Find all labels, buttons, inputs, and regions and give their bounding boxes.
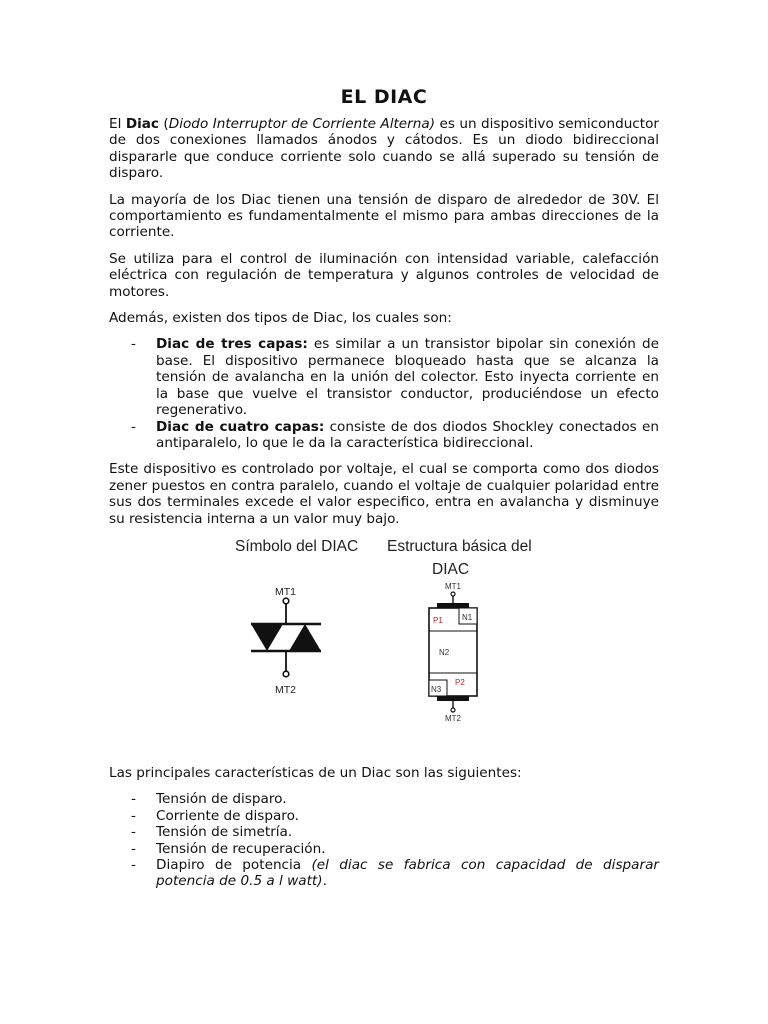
- n3-label: N3: [431, 684, 442, 694]
- structure-caption-diac: DIAC: [432, 560, 470, 578]
- triangle-down-icon: [251, 624, 283, 651]
- terminal-dot: [451, 708, 455, 712]
- list-item: - Tensión de recuperación.: [109, 841, 659, 857]
- n1-label: N1: [462, 612, 473, 622]
- uses-paragraph: Se utiliza para el control de iluminación con intensidad variable, calefacción eléctrica con regulación de temperatura y algunos controles de velocidad de motores.: [109, 250, 659, 300]
- diac-expansion: Diodo Interruptor de Corriente Alterna): [168, 116, 436, 132]
- characteristics-list: [109, 791, 659, 889]
- list-item: [109, 419, 659, 452]
- page-title: EL DIAC: [340, 86, 428, 108]
- structure-mt1-label: MT1: [445, 581, 461, 591]
- list-item: - Tensión de simetría.: [109, 824, 659, 840]
- symbol-mt2-label: MT2: [275, 683, 296, 696]
- diac-figure-image: [233, 537, 543, 757]
- document-body: [109, 86, 659, 900]
- type-term: Diac de tres capas:: [156, 336, 308, 353]
- diac-symbol: [251, 586, 321, 696]
- characteristics-intro: Las principales características de un Diac son las siguientes:: [109, 764, 522, 781]
- diac-structure: [429, 582, 477, 723]
- intro-text: es un dispositivo semiconductor de dos conexiones llamados ánodos y cátodos. Es un diodo bidireccional dispararle que conduce corriente solo cuando se allá superado su tensión de disparo.: [109, 116, 660, 182]
- item-note: (el diac se fabrica con capacidad de disparar potencia de 0.5 a l watt): [156, 856, 659, 890]
- list-item: [109, 857, 659, 890]
- symbol-caption: Símbolo del DIAC: [235, 537, 359, 555]
- type-description: es similar a un transistor bipolar sin conexión de base. El dispositivo permanece bloqueado hasta que se alcanza la tensión de avalancha en la unión del colector. Esto inyecta corriente en la base que vuelve el transistor conductor, produciéndose un efecto regenerativo.: [156, 336, 659, 419]
- list-item: [109, 336, 659, 418]
- intro-text: (: [159, 116, 169, 132]
- p2-label: P2: [455, 677, 465, 687]
- terminal-dot: [451, 592, 455, 596]
- diac-types-list: [109, 336, 659, 451]
- diac-diagram: [233, 537, 543, 757]
- type-term: Diac de cuatro capas:: [156, 418, 325, 435]
- diac-figure: [109, 537, 659, 757]
- diac-term: Diac: [125, 116, 159, 132]
- p1-label: P1: [433, 615, 443, 625]
- structure-caption: Estructura básica del: [387, 537, 532, 555]
- intro-paragraph: [109, 116, 659, 182]
- intro-text: El: [109, 116, 126, 132]
- symbol-mt1-label: MT1: [275, 585, 296, 598]
- n2-label: N2: [439, 647, 450, 657]
- contact-bottom: [437, 696, 469, 701]
- list-item: - Corriente de disparo.: [109, 808, 659, 824]
- structure-mt2-label: MT2: [445, 713, 461, 723]
- item-text: Diapiro de potencia: [156, 856, 312, 873]
- types-intro-paragraph: Además, existen dos tipos de Diac, los cuales son:: [109, 310, 452, 327]
- list-item: - Tensión de disparo.: [109, 791, 659, 807]
- item-end: .: [322, 873, 327, 890]
- type-description: consiste de dos diodos Shockley conectados en antiparalelo, lo que le da la característica bidireccional.: [156, 418, 660, 451]
- terminal-dot: [283, 671, 289, 677]
- terminal-dot: [283, 598, 289, 604]
- behavior-paragraph: Este dispositivo es controlado por voltaje, el cual se comporta como dos diodos zener puestos en contra paralelo, cuando el voltaje de cualquier polaridad entre sus dos terminales excede el valor especifico, entra en avalancha y disminuye su resistencia interna a un valor muy bajo.: [109, 461, 659, 527]
- trigger-voltage-paragraph: La mayoría de los Diac tienen una tensión de disparo de alrededor de 30V. El comportamiento es fundamentalmente el mismo para ambas direcciones de la corriente.: [109, 191, 659, 241]
- triangle-up-icon: [289, 624, 321, 651]
